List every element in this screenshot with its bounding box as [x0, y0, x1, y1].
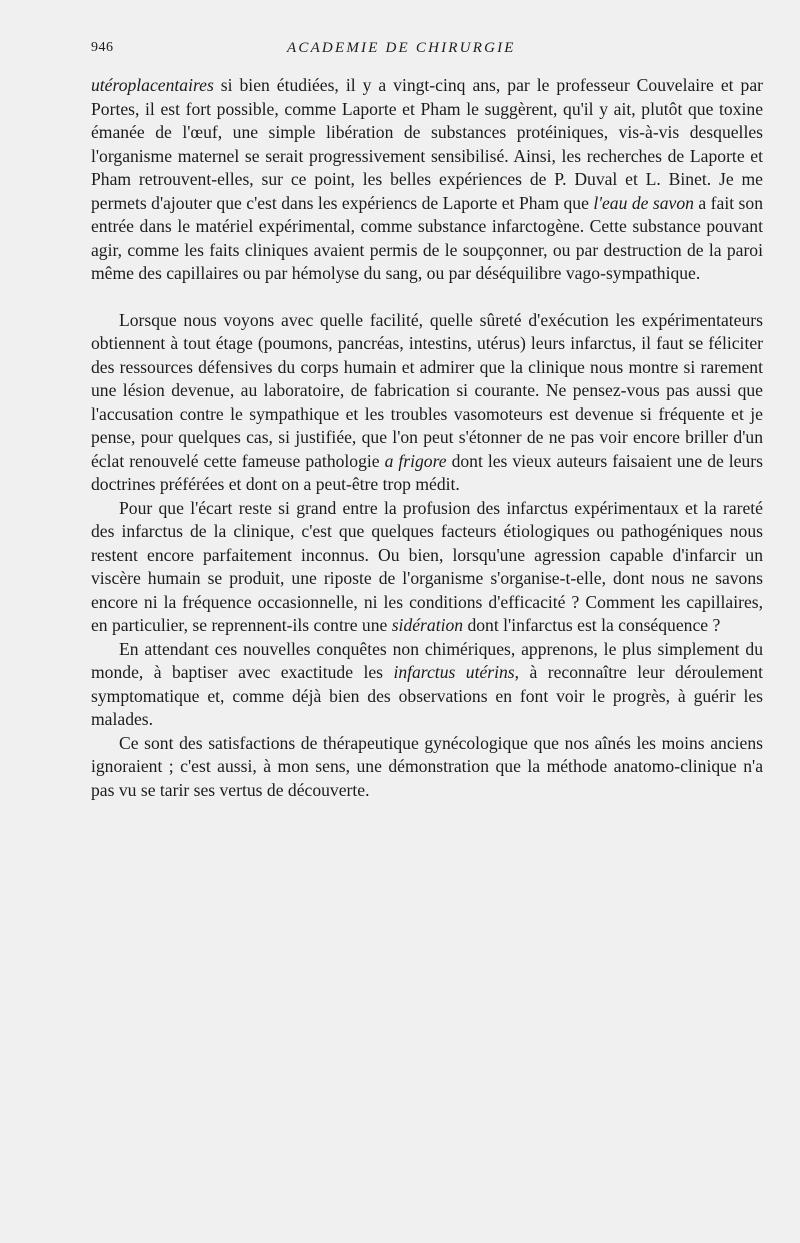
paragraph-2-segment: a frigore	[384, 450, 447, 471]
paragraph-5-segment: Ce sont des satisfactions de thérapeutique gynécologique que nos aînés les moins anciens ignoraient ; c'est aussi, à mon sens, une démonstration que la méthode anatomo-clinique n'a pas vu se tarir ses vertus de découverte.	[91, 732, 763, 800]
paragraph-3-segment: sidération	[391, 615, 464, 635]
paragraph-3-segment: dont l'infarctus est la conséquence ?	[463, 615, 721, 635]
paragraph-4-segment: En attendant ces nouvelles conquêtes non chimériques, apprenons, le plus simplement du monde, à baptiser avec exactitude les	[91, 638, 763, 682]
paragraph-4	[91, 638, 763, 732]
paragraph-5	[91, 732, 763, 803]
paragraph-1-segment: a fait son entrée dans le matériel expérimental, comme substance infarctogène. Cette substance pouvant agir, comme les faits cliniques avaient permis de le soupçonner, ou par destruction de la paroi même des capillaires ou par hémolyse du sang, ou par déséquilibre vago-sympathique.	[91, 192, 763, 283]
paragraph-3-segment: Pour que l'écart reste si grand entre la profusion des infarctus expérimentaux et la rareté des infarctus de la clinique, c'est que quelques facteurs étiologiques ou pathogéniques nous restent encore parfaitement inconnus. Ou bien, lorsqu'une agression capable d'infarcir un viscère humain se produit, une riposte de l'organisme s'organise-t-elle, dont nous ne savons encore ni la fréquence occasionnelle, ni les conditions d'efficacité ? Comment les capillaires, en particulier, se reprennent-ils contre une	[91, 497, 763, 635]
body-text	[91, 74, 763, 802]
paragraph-4-segment: , à reconnaître leur déroulement symptomatique et, comme déjà bien des observations en font voir le progrès, à guérir les malades.	[91, 662, 763, 729]
paragraph-1	[91, 74, 763, 286]
paragraph-2-segment: dont les vieux auteurs faisaient une de leurs doctrines préférées et dont on a peut-être trop médit.	[91, 450, 763, 494]
paragraph-1-segment: si bien étudiées, il y a vingt-cinq ans, par le professeur Couvelaire et par Portes, il est fort possible, comme Laporte et Pham le suggèrent, qu'il y ait, plutôt que toxine émanée de l'œuf, une simple libération de substances protéiniques, vis-à-vis desquelles l'organisme maternel se serait progressivement sensibilisé. Ainsi, les recherches de Laporte et Pham retrouvent-elles, sur ce point, les belles expériences de P. Duval et L. Binet. Je me permets d'ajouter que c'est dans les expériencs de Laporte et Pham que	[91, 75, 763, 213]
paragraph-4-segment: infarctus utérins	[393, 662, 515, 682]
page-header	[91, 40, 763, 60]
paragraph-2	[91, 309, 763, 497]
paragraph-1-segment: utéroplacentaires	[91, 75, 214, 95]
paragraph-1-segment: l'eau de savon	[593, 192, 694, 213]
paragraph-3	[91, 497, 763, 638]
running-title: ACADEMIE DE CHIRURGIE	[287, 40, 516, 56]
paragraph-2-segment: Lorsque nous voyons avec quelle facilité, quelle sûreté d'exécution les expérimentateurs obtiennent à tout étage (poumons, pancréas, intestins, utérus) leurs infarctus, il faut se féliciter des ressources défensives du corps humain et admirer que la clinique nous montre si rarement une lésion devenue, au laboratoire, de fabrication si courante. Ne pensez-vous pas aussi que l'accusation contre le sympathique et les troubles vasomoteurs est devenue si fréquente et je pense, pour quelques cas, si justifiée, que l'on peut s'étonner de ne pas voir encore briller d'un éclat renouvelé cette fameuse pathologie	[91, 309, 763, 471]
page-number: 946	[91, 40, 114, 55]
